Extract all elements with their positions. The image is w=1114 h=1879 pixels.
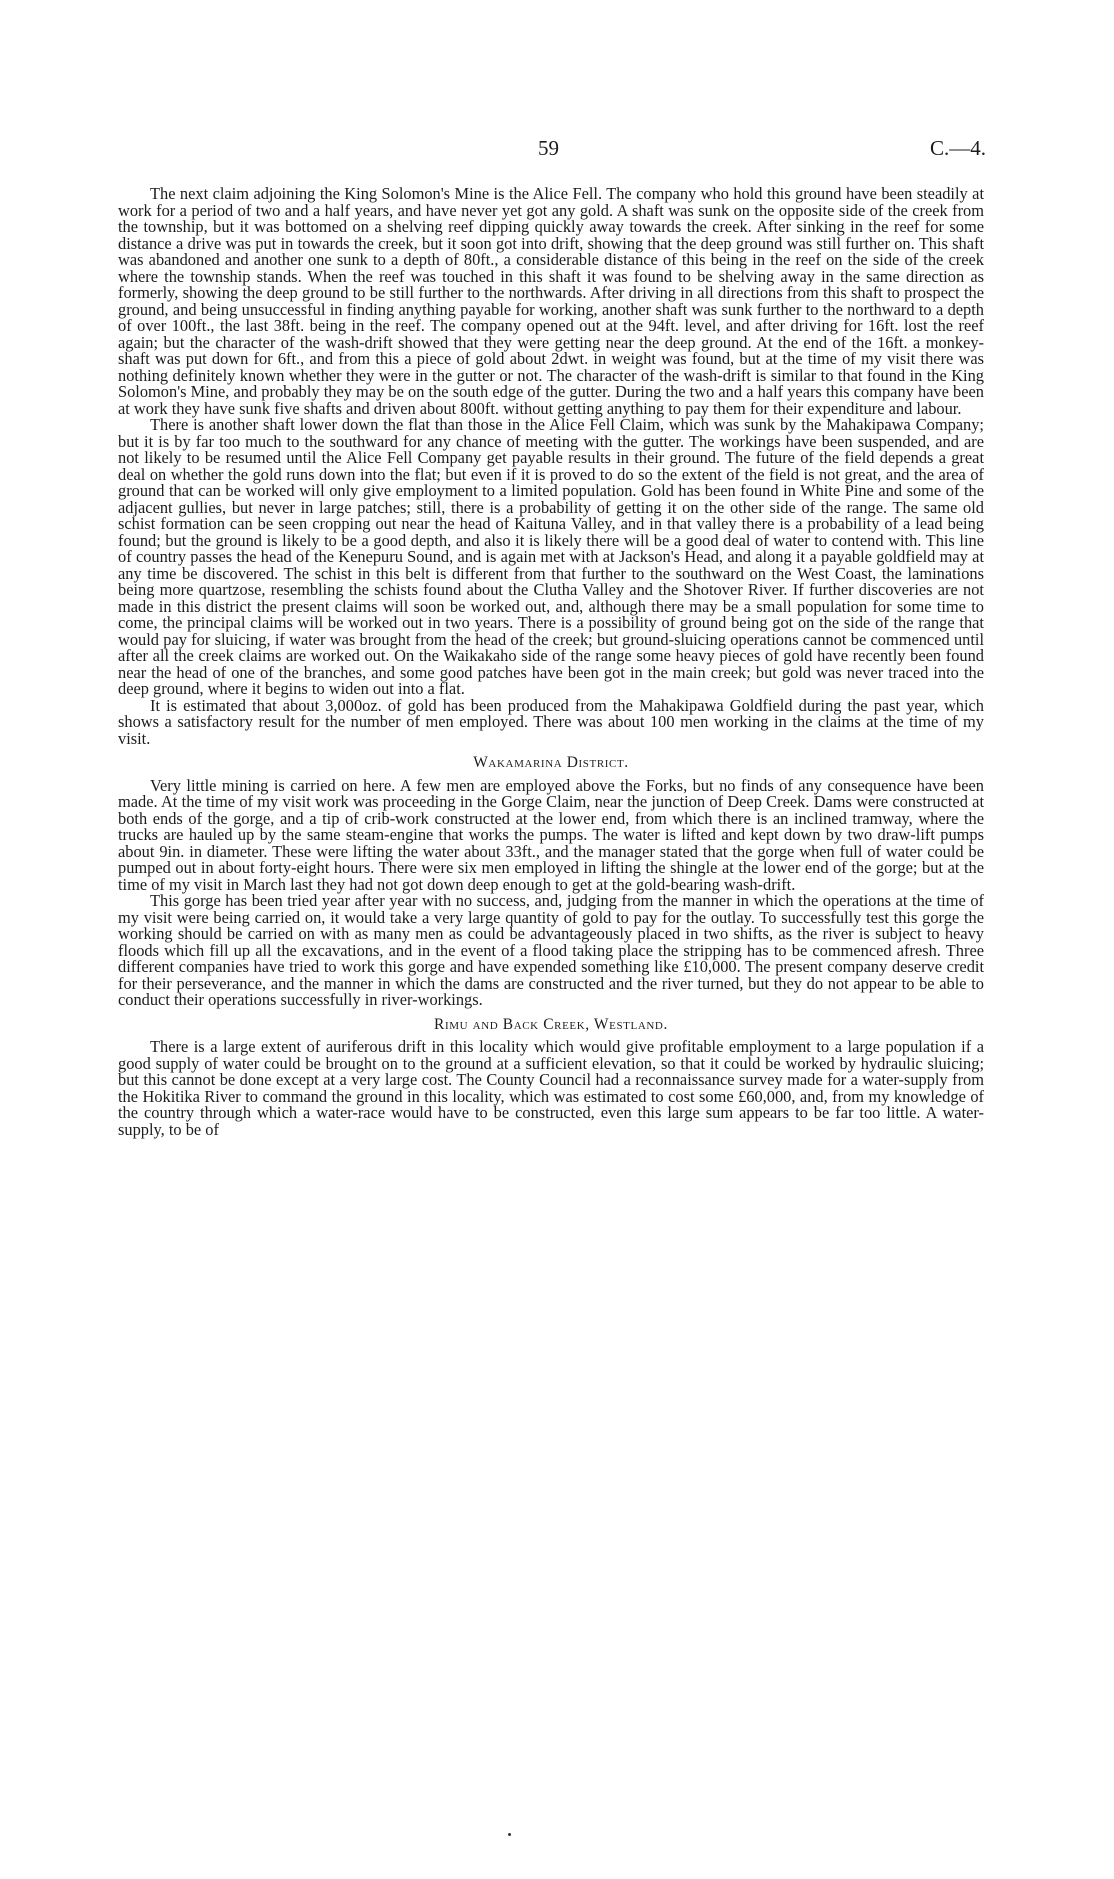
paragraph-auriferous-drift: There is a large extent of auriferous drift in this locality which would give profitable employment to a large population if a good supply of water could be brought on to the ground at a sufficient elevation, so that it could be worked by hydraulic sluicing; but this cannot be done except at a very large cost. The County Council had a reconnaissance survey made for a water-supply from the Hokitika River to command the ground in this locality, which was estimated to cost some £60,000, and, from my knowledge of the country through which a water-race would have to be constructed, even this large sum appears to be far too little. A water-supply, to be of	[118, 1037, 984, 1139]
paragraph-alice-fell: The next claim adjoining the King Solomon's Mine is the Alice Fell. The company who hold this ground have been steadily at work for a period of two and a half years, and have never yet got any gold. A shaft was sunk on the opposite side of the creek from the township, but it was bottomed on a shelving reef dipping quickly away towards the creek. After sinking in the reef for some distance a drive was put in towards the creek, but it soon got into drift, showing that the deep ground was still further on. This shaft was abandoned and another one sunk to a depth of 80ft., a considerable distance of this being in the reef on the side of the creek where the township stands. When the reef was touched in this shaft it was found to be shelving away in the same direction as formerly, showing the deep ground to be still further to the northwards. After driving in all directions from this shaft to prospect the ground, and being unsuccessful in finding anything payable for working, another shaft was sunk further to the northward to a depth of over 100ft., the last 38ft. being in the reef. The company opened out at the 94ft. level, and after driving for 16ft. lost the reef again; but the character of the wash-drift showed that they were getting near the deep ground. At the end of the 16ft. a monkey-shaft was put down for 6ft., and from this a piece of gold about 2dwt. in weight was found, but at the time of my visit there was nothing definitely known whether they were in the gutter or not. The character of the wash-drift is similar to that found in the King Solomon's Mine, and probably they may be on the south edge of the gutter. During the two and a half years this company have been at work they have sunk five shafts and driven about 800ft. without getting anything to pay them for their expenditure and labour.	[118, 184, 984, 418]
body-text	[118, 186, 984, 1138]
paragraph-gorge-trials: This gorge has been tried year after year with no success, and, judging from the manner in which the operations at the time of my visit were being carried on, it would take a very large quantity of gold to pay for the outlay. To successfully test this gorge the working should be carried on with as many men as could be advantageously placed in two shifts, as the river is subject to heavy floods which fill up all the excavations, and in the event of a flood taking place the stripping has to be commenced afresh. Three different companies have tried to work this gorge and have expended something like £10,000. The present company deserve credit for their perseverance, and the manner in which the dams are constructed and the river turned, but they do not appear to be able to conduct their operations successfully in river-workings.	[118, 891, 984, 1009]
paragraph-mahakipawa-company: There is another shaft lower down the flat than those in the Alice Fell Claim, which was sunk by the Mahakipawa Company; but it is by far too much to the southward for any chance of meeting with the gutter. The workings have been suspended, and are not likely to be resumed until the Alice Fell Company get payable results in their ground. The future of the field depends a great deal on whether the gold runs down into the flat; but even if it is proved to do so the extent of the field is not great, and the area of ground that can be worked will only give employment to a limited population. Gold has been found in White Pine and some of the adjacent gullies, but never in large patches; still, there is a probability of getting it on the other side of the range. The same old schist formation can be seen cropping out near the head of Kaituna Valley, and in that valley there is a probability of a lead being found; but the ground is likely to be a good depth, and also it is likely there will be a good deal of water to contend with. This line of country passes the head of the Kenepuru Sound, and is again met with at Jackson's Head, and along it a payable goldfield may at any time be discovered. The schist in this belt is different from that further to the southward on the West Coast, the laminations being more quartzose, resembling the schists found about the Clutha Valley and the Shotover River. If further discoveries are not made in this district the present claims will soon be worked out, and, although there may be a small population for some time to come, the principal claims will be worked out in two years. There is a possibility of ground being got on the side of the range that would pay for sluicing, if water was brought from the head of the creek; but ground-sluicing operations cannot be commenced until after all the creek claims are worked out. On the Waikakaho side of the range some heavy pieces of gold have recently been found near the head of one of the branches, and some good patches have been got in the main creek; but gold was never traced into the deep ground, where it begins to widen out into a flat.	[118, 415, 984, 698]
document-reference: C.—4.	[929, 136, 986, 160]
paragraph-wakamarina-mining: Very little mining is carried on here. A few men are employed above the Forks, but no finds of any consequence have been made. At the time of my visit work was proceeding in the Gorge Claim, near the junction of Deep Creek. Dams were constructed at both ends of the gorge, and a tip of crib-work constructed at the lower end, from which there is an inclined tramway, where the trucks are hauled up by the same steam-engine that works the pumps. The water is lifted and kept down by two draw-lift pumps about 9in. in diameter. These were lifting the water about 33ft., and the manager stated that the gorge when full of water could be pumped out in about forty-eight hours. There were six men employed in lifting the shingle at the lower end of the gorge; but at the time of my visit in March last they had not got down deep enough to get at the gold-bearing wash-drift.	[118, 775, 984, 894]
section-heading-wakamarina: Wakamarina District.	[473, 754, 629, 771]
page-header	[0, 136, 1114, 166]
footer-dot-mark	[508, 1833, 511, 1836]
paragraph-gold-estimate: It is estimated that about 3,000oz. of gold has been produced from the Mahakipawa Goldfield during the past year, which shows a satisfactory result for the number of men employed. There was about 100 men working in the claims at the time of my visit.	[118, 695, 984, 748]
section-heading-rimu-back-creek: Rimu and Back Creek, Westland.	[434, 1015, 668, 1033]
page-number: 59	[538, 136, 559, 160]
